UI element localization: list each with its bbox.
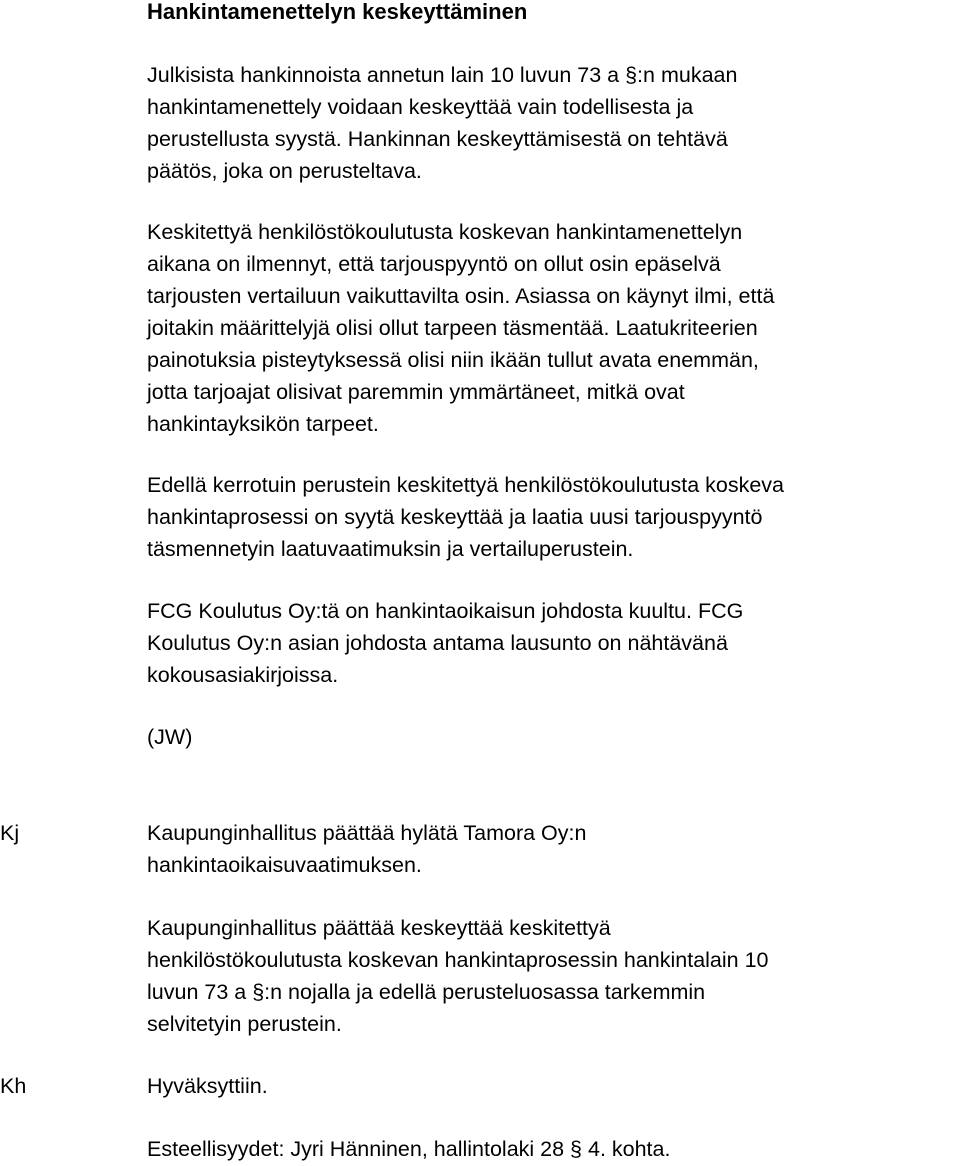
- proposal-paragraph-suspend: Kaupunginhallitus päättää keskeyttää keskitettyä henkilöstökoulutusta koskevan hankintaprosessin hankintalain 10 luvun 73 a §:n nojalla ja edellä perusteluosassa tarkemmin selvitetyin perustein.: [147, 916, 769, 1036]
- proposal-paragraph-reject: Kaupunginhallitus päättää hylätä Tamora Oy:n hankintaoikaisuvaatimuksen.: [147, 821, 587, 877]
- section-heading: Hankintamenettelyn keskeyttäminen: [147, 0, 528, 24]
- paragraph-legal-basis: Julkisista hankinnoista annetun lain 10 luvun 73 a §:n mukaan hankintamenettely voidaan keskeyttää vain todellisesta ja perustellusta syystä. Hankinnan keskeyttämisestä on tehtävä päätös, joka on perusteltava.: [147, 63, 738, 183]
- decision-text: Hyväksyttiin.: [147, 1074, 268, 1098]
- paragraph-hearing: FCG Koulutus Oy:tä on hankintaoikaisun johdosta kuultu. FCG Koulutus Oy:n asian johdosta antama lausunto on nähtävänä kokousasiakirjoissa.: [147, 599, 744, 687]
- paragraph-conclusion: Edellä kerrotuin perustein keskitettyä henkilöstökoulutusta koskeva hankintaprosessi on syytä keskeyttää ja laatia uusi tarjouspyyntö täsmennetyin laatuvaatimuksin ja vertailuperustein.: [147, 473, 784, 561]
- proposal-code: Kj: [0, 821, 20, 845]
- decision-code: Kh: [0, 1074, 27, 1098]
- disqualification-note: Esteellisyydet: Jyri Hänninen, hallintolaki 28 § 4. kohta.: [147, 1137, 671, 1161]
- paragraph-initials: (JW): [147, 725, 193, 749]
- paragraph-reasons: Keskitettyä henkilöstökoulutusta koskevan hankintamenettelyn aikana on ilmennyt, että tarjouspyyntö on ollut osin epäselvä tarjousten vertailuun vaikuttavilta osin. Asiassa on käynyt ilmi, että joitakin määrittelyjä olisi ollut tarpeen täsmentää. Laatukriteerien painotuksia pisteytyksessä olisi niin ikään tullut avata enemmän, jotta tarjoajat olisivat paremmin ymmärtäneet, mitkä ovat hankintayksikön tarpeet.: [147, 220, 775, 436]
